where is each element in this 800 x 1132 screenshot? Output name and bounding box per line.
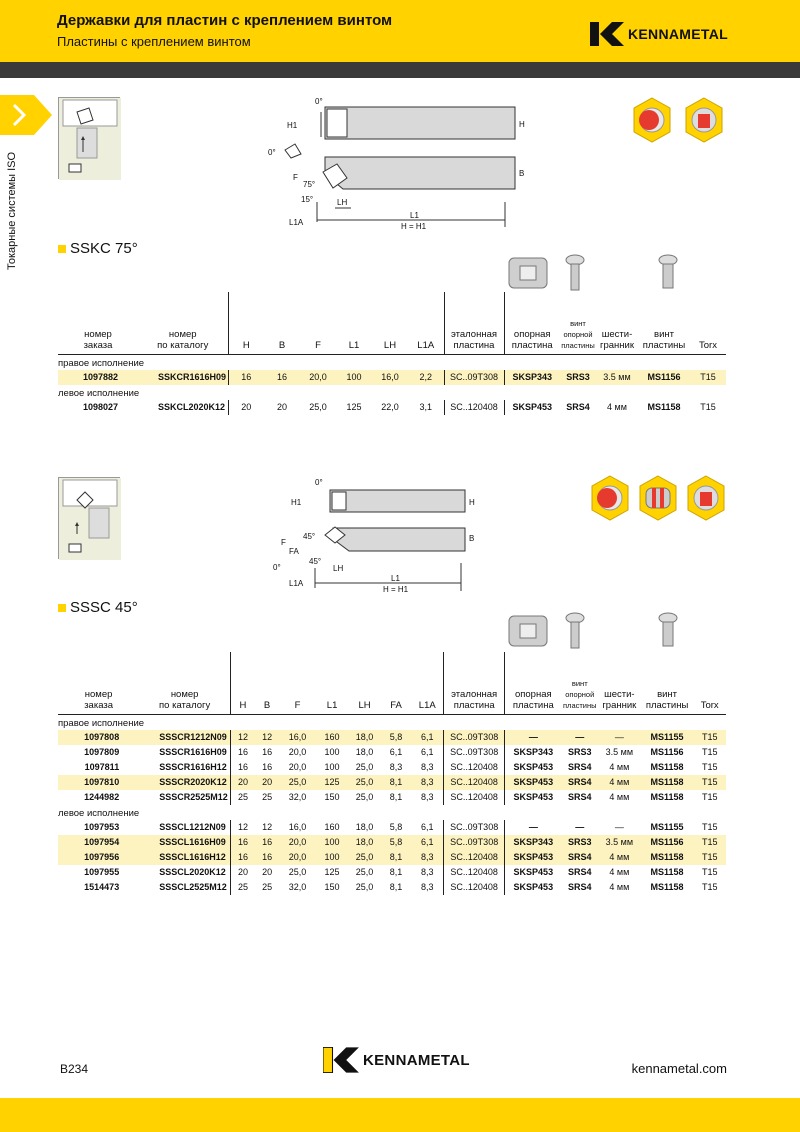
table-cell: SSKCL2020K12 bbox=[158, 402, 226, 412]
svg-text:B: B bbox=[469, 534, 475, 543]
sskc-thumbnail bbox=[58, 97, 120, 179]
table-cell: 100 bbox=[316, 835, 348, 850]
table-cell: 1098027 bbox=[82, 402, 118, 412]
table-cell: SSKCR1616H09 bbox=[138, 370, 228, 385]
svg-text:0°: 0° bbox=[273, 563, 281, 572]
column-header: номер заказа bbox=[58, 292, 138, 354]
svg-text:H: H bbox=[469, 498, 475, 507]
table-cell: T15 bbox=[701, 867, 718, 877]
header-dark-bar bbox=[0, 62, 800, 78]
table-cell: 16 bbox=[255, 850, 279, 865]
table-cell: 8,1 bbox=[381, 775, 411, 790]
table-cell: 2,2 bbox=[408, 370, 444, 385]
kennametal-k-icon bbox=[590, 22, 626, 46]
svg-text:F: F bbox=[281, 538, 286, 547]
table-cell: T15 bbox=[701, 882, 718, 892]
table-cell: SC..09T308 bbox=[444, 745, 505, 760]
table-cell: 1097953 bbox=[84, 822, 120, 832]
table-cell: SKSP453 bbox=[505, 865, 562, 880]
table-cell: 1097956 bbox=[58, 850, 139, 865]
svg-text:H = H1: H = H1 bbox=[383, 585, 409, 594]
column-header: номер заказа bbox=[58, 652, 139, 714]
column-header: LH bbox=[372, 292, 408, 354]
table-cell: 20,0 bbox=[300, 370, 336, 385]
table-cell: 22,0 bbox=[381, 402, 399, 412]
sssc-thumbnail bbox=[58, 477, 120, 559]
table-cell: SRS4 bbox=[566, 402, 590, 412]
sskc-application-badges bbox=[632, 96, 732, 146]
svg-text:LH: LH bbox=[333, 564, 344, 573]
table-cell: 16,0 bbox=[372, 370, 408, 385]
table-cell: 125 bbox=[346, 402, 362, 412]
column-header: L1 bbox=[316, 652, 348, 714]
table-cell: T15 bbox=[701, 792, 718, 802]
column-header: F bbox=[279, 652, 316, 714]
column-header: H bbox=[231, 652, 255, 714]
table-cell: 25,0 bbox=[355, 867, 374, 877]
svg-text:0°: 0° bbox=[315, 97, 323, 106]
table-cell: 20,0 bbox=[279, 835, 316, 850]
table-cell: SC..120408 bbox=[444, 790, 505, 805]
table-cell: 1097809 bbox=[84, 747, 120, 757]
table-cell: 6,1 bbox=[420, 747, 434, 757]
table-cell: MS1158 bbox=[650, 762, 684, 772]
table-cell: SC..120408 bbox=[444, 400, 504, 415]
table-cell: — bbox=[505, 820, 562, 835]
sssc-application-badges bbox=[590, 474, 732, 524]
table-cell: 16 bbox=[262, 762, 273, 772]
table-cell: 20 bbox=[228, 400, 264, 415]
table-cell: 25,0 bbox=[355, 792, 374, 802]
footer-bar bbox=[0, 1098, 800, 1132]
svg-text:H1: H1 bbox=[287, 121, 298, 130]
table-cell: 100 bbox=[316, 850, 348, 865]
table-row bbox=[58, 400, 726, 415]
table-cell: 20,0 bbox=[288, 762, 307, 772]
column-header: L1A bbox=[411, 652, 443, 714]
svg-text:H = H1: H = H1 bbox=[401, 222, 427, 231]
table-cell: SRS4 bbox=[568, 867, 592, 877]
svg-text:0°: 0° bbox=[268, 148, 276, 157]
side-tab-arrow-icon bbox=[0, 95, 52, 135]
section2-title: SSSC 45° bbox=[58, 599, 138, 616]
table-cell: 25,0 bbox=[279, 775, 316, 790]
table-cell: 8,3 bbox=[420, 762, 434, 772]
table-cell: 25 bbox=[262, 882, 273, 892]
svg-text:LH: LH bbox=[337, 198, 348, 207]
table-cell: 4 мм bbox=[607, 402, 627, 412]
table-cell: SSSCR1616H09 bbox=[159, 747, 227, 757]
table-cell: 4 мм bbox=[609, 882, 630, 892]
svg-text:B: B bbox=[519, 169, 525, 178]
table-cell: 8,1 bbox=[389, 882, 403, 892]
table-cell: 25,0 bbox=[348, 775, 380, 790]
table-cell: MS1158 bbox=[650, 792, 684, 802]
column-header: эталонная пластина bbox=[444, 292, 504, 354]
table-cell: 8,3 bbox=[389, 762, 403, 772]
svg-text:45°: 45° bbox=[309, 557, 322, 566]
svg-text:15°: 15° bbox=[301, 195, 314, 204]
table-cell: T15 bbox=[693, 835, 726, 850]
page-title: Державки для пластин с креплением винтом bbox=[57, 12, 393, 29]
svg-text:H1: H1 bbox=[291, 498, 302, 507]
table-cell: 8,3 bbox=[411, 850, 443, 865]
table-cell: 16 bbox=[231, 760, 255, 775]
table-cell: 1097811 bbox=[84, 762, 120, 772]
table-cell: SSSCR1212N09 bbox=[139, 730, 230, 745]
svg-text:H: H bbox=[519, 120, 525, 129]
table-cell: 4 мм bbox=[598, 850, 641, 865]
svg-text:FA: FA bbox=[289, 547, 299, 556]
table-cell: 6,1 bbox=[411, 730, 443, 745]
table-cell: T15 bbox=[693, 850, 726, 865]
table-cell: 8,3 bbox=[420, 792, 434, 802]
column-header: номер по каталогу bbox=[138, 292, 228, 354]
column-header: шести- гранник bbox=[596, 292, 638, 354]
group-label: левое исполнение bbox=[58, 387, 140, 399]
table-cell: SKSP453 bbox=[505, 790, 562, 805]
table-cell: 1097955 bbox=[84, 867, 120, 877]
table-row bbox=[58, 730, 726, 745]
table-cell: 20 bbox=[255, 775, 279, 790]
table-cell: 3,1 bbox=[419, 402, 432, 412]
table-cell: 18,0 bbox=[355, 747, 374, 757]
sssc-toolholder-drawing bbox=[265, 473, 535, 598]
table-cell: T15 bbox=[700, 402, 716, 412]
kennametal-logo: KENNAMETAL bbox=[590, 22, 728, 46]
table-cell: 20 bbox=[231, 775, 255, 790]
table-cell: 150 bbox=[324, 792, 340, 802]
svg-text:0°: 0° bbox=[315, 478, 323, 487]
svg-text:L1A: L1A bbox=[289, 218, 304, 227]
table-cell: 4 мм bbox=[609, 762, 630, 772]
table-cell: 20 bbox=[262, 867, 273, 877]
table-cell: SSSCR1616H12 bbox=[159, 762, 227, 772]
table-cell: 32,0 bbox=[288, 882, 307, 892]
section-bullet-icon bbox=[58, 245, 66, 253]
table-cell: 16 bbox=[262, 747, 273, 757]
column-header: винт пластины bbox=[638, 292, 690, 354]
table-cell: T15 bbox=[690, 370, 726, 385]
column-header: L1A bbox=[408, 292, 444, 354]
table-cell: 1097954 bbox=[58, 835, 139, 850]
table-cell: 6,1 bbox=[420, 822, 434, 832]
table-cell: T15 bbox=[693, 730, 726, 745]
table-cell: 150 bbox=[324, 882, 340, 892]
table-cell: MS1156 bbox=[638, 370, 690, 385]
table-cell: SKSP343 bbox=[504, 370, 560, 385]
table-cell: SRS3 bbox=[568, 747, 592, 757]
sskc-table bbox=[58, 292, 726, 415]
table-cell: 16 bbox=[231, 835, 255, 850]
table-cell: — bbox=[505, 730, 562, 745]
table-cell: — bbox=[575, 822, 585, 832]
table-row bbox=[58, 880, 726, 895]
column-header: шести- гранник bbox=[598, 652, 641, 714]
table-cell: MS1158 bbox=[650, 882, 684, 892]
column-header: винт опорной пластины bbox=[560, 292, 596, 354]
table-cell: SSSCL1616H12 bbox=[139, 850, 230, 865]
svg-text:L1: L1 bbox=[391, 574, 400, 583]
table-row bbox=[58, 790, 726, 805]
table-cell: SRS4 bbox=[568, 792, 592, 802]
table-cell: 16,0 bbox=[288, 822, 307, 832]
table-cell: 1097882 bbox=[58, 370, 138, 385]
column-header: H bbox=[228, 292, 264, 354]
column-header: B bbox=[255, 652, 279, 714]
table-cell: MS1158 bbox=[641, 850, 694, 865]
table-cell: 1097808 bbox=[58, 730, 139, 745]
table-row bbox=[58, 370, 726, 385]
column-header: L1 bbox=[336, 292, 372, 354]
table-cell: SRS3 bbox=[560, 370, 596, 385]
table-cell: 1097810 bbox=[58, 775, 139, 790]
column-header: винт пластины bbox=[641, 652, 694, 714]
footer-kennametal-logo: KENNAMETAL bbox=[323, 1047, 470, 1073]
table-cell: 25,0 bbox=[355, 762, 374, 772]
table-row bbox=[58, 745, 726, 760]
table-cell: 12 bbox=[255, 730, 279, 745]
table-cell: 25 bbox=[231, 880, 255, 895]
table-cell: 16 bbox=[231, 850, 255, 865]
table-row bbox=[58, 850, 726, 865]
svg-text:45°: 45° bbox=[303, 532, 316, 541]
column-header: F bbox=[300, 292, 336, 354]
page-header bbox=[0, 0, 800, 62]
table-cell: 32,0 bbox=[288, 792, 307, 802]
table-cell: 8,1 bbox=[389, 792, 403, 802]
table-row bbox=[58, 760, 726, 775]
table-cell: — bbox=[598, 730, 641, 745]
page-number: B234 bbox=[60, 1062, 89, 1076]
table-cell: 18,0 bbox=[348, 730, 380, 745]
table-cell: 3.5 мм bbox=[596, 370, 638, 385]
table-cell: 4 мм bbox=[598, 775, 641, 790]
table-cell: 160 bbox=[316, 730, 348, 745]
table-cell: 18,0 bbox=[355, 822, 374, 832]
table-row bbox=[58, 835, 726, 850]
svg-text:75°: 75° bbox=[303, 180, 316, 189]
column-header: номер по каталогу bbox=[139, 652, 230, 714]
table-cell: 125 bbox=[316, 775, 348, 790]
table-cell: 18,0 bbox=[348, 835, 380, 850]
table-cell: 16 bbox=[228, 370, 264, 385]
table-cell: SRS4 bbox=[561, 775, 598, 790]
page-subtitle: Пластины с креплением винтом bbox=[57, 34, 251, 49]
table-cell: — bbox=[561, 730, 598, 745]
table-cell: 12 bbox=[231, 820, 255, 835]
table-cell: SRS4 bbox=[568, 762, 592, 772]
column-header: винт опорной пластины bbox=[561, 652, 598, 714]
table-cell: 25 bbox=[262, 792, 273, 802]
sskc-part-icons bbox=[505, 252, 705, 296]
table-row bbox=[58, 820, 726, 835]
table-cell: 160 bbox=[324, 822, 340, 832]
table-cell: MS1158 bbox=[641, 775, 694, 790]
table-cell: 16 bbox=[255, 835, 279, 850]
table-cell: 8,3 bbox=[420, 867, 434, 877]
table-cell: SRS3 bbox=[561, 835, 598, 850]
column-header: LH bbox=[348, 652, 380, 714]
table-cell: 25 bbox=[231, 790, 255, 805]
table-cell: MS1156 bbox=[641, 835, 694, 850]
section-bullet-icon bbox=[58, 604, 66, 612]
table-cell: — bbox=[614, 822, 624, 832]
table-cell: SSSCR2020K12 bbox=[139, 775, 230, 790]
group-label: правое исполнение bbox=[58, 357, 145, 369]
table-cell: 25,0 bbox=[309, 402, 327, 412]
table-cell: MS1158 bbox=[650, 867, 684, 877]
table-cell: SSSCL2020K12 bbox=[159, 867, 226, 877]
table-cell: 4 мм bbox=[609, 792, 630, 802]
table-cell: SC..120408 bbox=[444, 865, 505, 880]
table-cell: T15 bbox=[701, 747, 718, 757]
group-label: правое исполнение bbox=[58, 717, 145, 729]
table-cell: SSSCL1212N09 bbox=[159, 822, 226, 832]
table-cell: 100 bbox=[324, 747, 340, 757]
table-cell: 12 bbox=[231, 730, 255, 745]
column-header: Torx bbox=[690, 292, 726, 354]
table-cell: 6,1 bbox=[389, 747, 403, 757]
table-cell: 6,1 bbox=[411, 835, 443, 850]
svg-text:F: F bbox=[293, 173, 298, 182]
table-cell: 25,0 bbox=[288, 867, 307, 877]
table-cell: 16 bbox=[264, 370, 300, 385]
table-cell: SKSP453 bbox=[505, 775, 562, 790]
table-cell: 5,8 bbox=[389, 822, 403, 832]
table-cell: 8,1 bbox=[381, 850, 411, 865]
table-cell: MS1156 bbox=[650, 747, 684, 757]
table-cell: T15 bbox=[701, 822, 718, 832]
table-cell: 1244982 bbox=[84, 792, 120, 802]
table-cell: 8,3 bbox=[411, 775, 443, 790]
side-label: Токарные системы ISO bbox=[6, 151, 18, 270]
column-header: FA bbox=[381, 652, 411, 714]
table-cell: 4 мм bbox=[609, 867, 630, 877]
table-cell: SC..09T308 bbox=[444, 835, 505, 850]
table-row bbox=[58, 775, 726, 790]
table-cell: 5,8 bbox=[381, 835, 411, 850]
table-cell: SKSP343 bbox=[505, 835, 562, 850]
table-cell: SC..120408 bbox=[444, 760, 505, 775]
table-cell: SC..120408 bbox=[444, 850, 505, 865]
table-cell: SKSP343 bbox=[505, 745, 562, 760]
table-cell: T15 bbox=[701, 762, 718, 772]
table-cell: SSSCL1616H09 bbox=[139, 835, 230, 850]
table-cell: 25,0 bbox=[355, 882, 374, 892]
table-cell: SC..09T308 bbox=[444, 370, 504, 385]
table-cell: 125 bbox=[324, 867, 340, 877]
table-cell: SKSP453 bbox=[505, 880, 562, 895]
table-cell: 12 bbox=[262, 822, 273, 832]
table-cell: MS1155 bbox=[650, 822, 684, 832]
table-row bbox=[58, 865, 726, 880]
column-header: опорная пластина bbox=[505, 652, 562, 714]
table-cell: SSSCR2525M12 bbox=[159, 792, 228, 802]
svg-text:L1A: L1A bbox=[289, 579, 304, 588]
table-cell: SRS4 bbox=[568, 882, 592, 892]
svg-text:L1: L1 bbox=[410, 211, 419, 220]
table-cell: 5,8 bbox=[381, 730, 411, 745]
sssc-part-icons bbox=[505, 610, 705, 654]
table-cell: 25,0 bbox=[348, 850, 380, 865]
table-cell: SKSP453 bbox=[505, 760, 562, 775]
table-cell: 20,0 bbox=[288, 747, 307, 757]
section1-title: SSKC 75° bbox=[58, 240, 138, 257]
kennametal-k-icon bbox=[323, 1047, 361, 1073]
column-header: Torx bbox=[693, 652, 726, 714]
column-header: опорная пластина bbox=[504, 292, 560, 354]
table-cell: SC..09T308 bbox=[444, 820, 505, 835]
table-cell: 100 bbox=[336, 370, 372, 385]
table-cell: 20 bbox=[231, 865, 255, 880]
sssc-table bbox=[58, 652, 726, 895]
table-cell: 3.5 мм bbox=[605, 747, 634, 757]
table-cell: 1514473 bbox=[84, 882, 120, 892]
group-label: левое исполнение bbox=[58, 807, 140, 819]
table-cell: 16,0 bbox=[279, 730, 316, 745]
table-cell: MS1158 bbox=[647, 402, 681, 412]
table-cell: 20,0 bbox=[279, 850, 316, 865]
table-cell: SC..120408 bbox=[444, 880, 505, 895]
column-header: эталонная пластина bbox=[444, 652, 505, 714]
table-cell: T15 bbox=[693, 775, 726, 790]
website-link[interactable]: kennametal.com bbox=[631, 1061, 727, 1076]
table-cell: MS1155 bbox=[641, 730, 694, 745]
table-cell: SC..09T308 bbox=[444, 730, 505, 745]
table-cell: 8,3 bbox=[420, 882, 434, 892]
table-cell: 8,1 bbox=[389, 867, 403, 877]
table-cell: SKSP453 bbox=[504, 400, 560, 415]
table-cell: SC..120408 bbox=[444, 775, 505, 790]
sskc-toolholder-drawing bbox=[265, 92, 535, 232]
table-cell: SRS4 bbox=[561, 850, 598, 865]
table-cell: 100 bbox=[324, 762, 340, 772]
table-cell: 20 bbox=[276, 402, 287, 412]
table-cell: SSSCL2525M12 bbox=[159, 882, 227, 892]
column-header: B bbox=[264, 292, 300, 354]
table-cell: 16 bbox=[231, 745, 255, 760]
table-cell: 3.5 мм bbox=[598, 835, 641, 850]
table-cell: SKSP453 bbox=[505, 850, 562, 865]
